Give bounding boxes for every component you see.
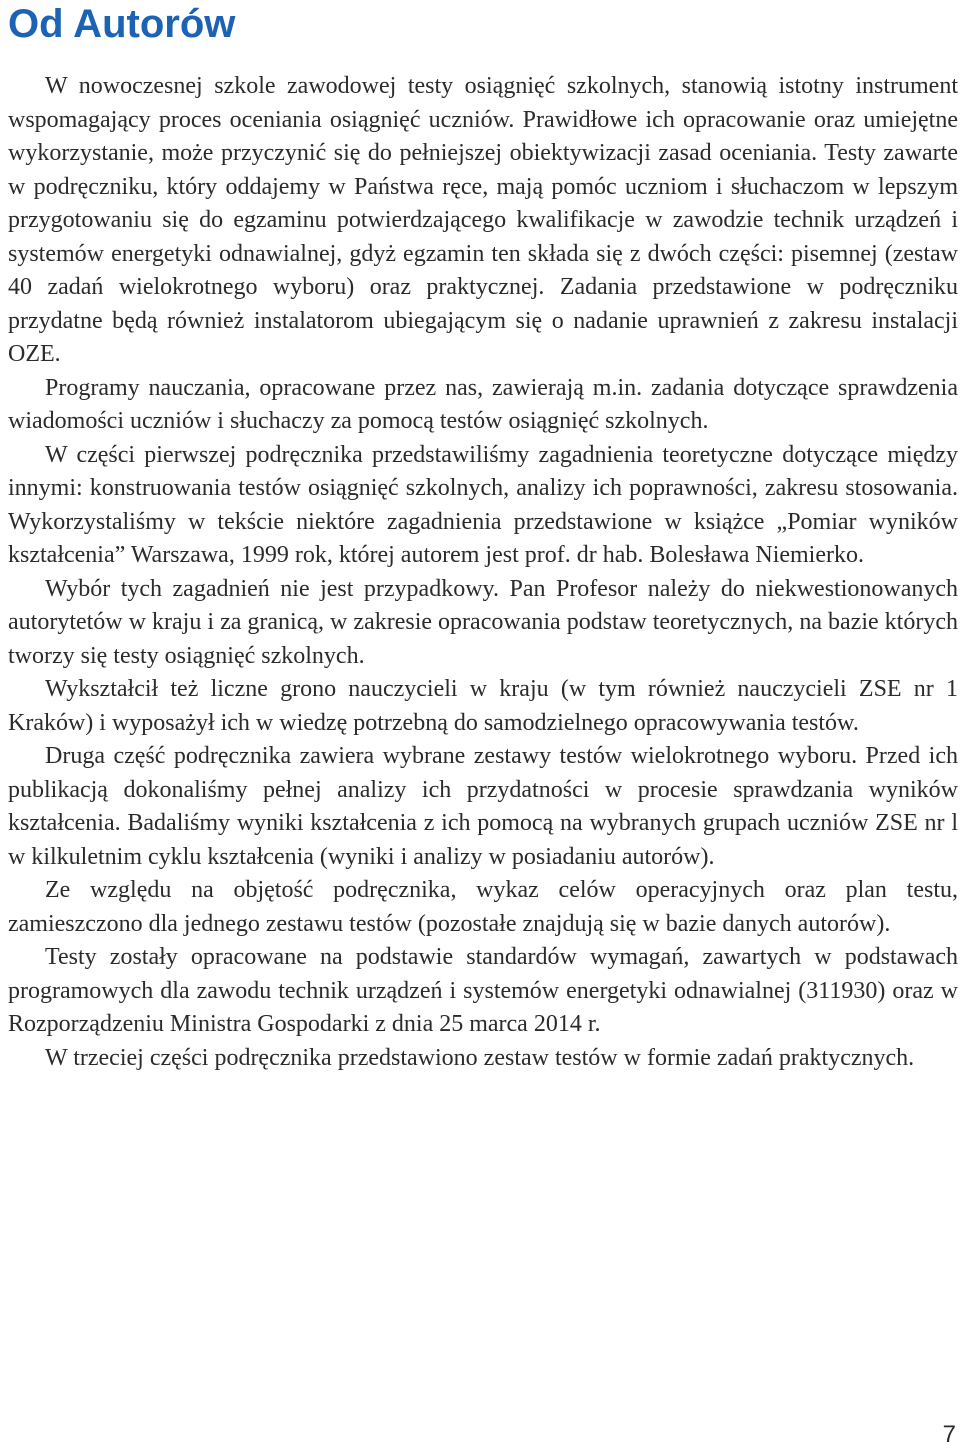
page-title: Od Autorów [8,2,236,46]
paragraph: Wykształcił też liczne grono nauczycieli w kraju (w tym również nauczycieli ZSE nr 1 Kraków) i wyposażył ich w wiedzę potrzebną do samodzielnego opracowywania testów. [8,676,958,736]
paragraph: Ze względu na objętość podręcznika, wykaz celów operacyjnych oraz plan testu, zamieszczono dla jednego zestawu testów (pozostałe znajdują się w bazie danych autorów). [8,877,958,937]
paragraph: Programy nauczania, opracowane przez nas, zawierają m.in. zadania dotyczące sprawdzenia wiadomości uczniów i słuchaczy za pomocą testów osiągnięć szkolnych. [8,374,958,434]
body-text [8,70,958,1075]
paragraph: Druga część podręcznika zawiera wybrane zestawy testów wielokrotnego wyboru. Przed ich publikacją dokonaliśmy pełnej analizy ich przydatności w procesie sprawdzania wyników kształcenia. Badaliśmy wyniki kształcenia z ich pomocą na wybranych grupach uczniów ZSE nr l w kilkuletnim cyklu kształcenia (wyniki i analizy w posiadaniu autorów). [8,743,958,870]
paragraph: W części pierwszej podręcznika przedstawiliśmy zagadnienia teoretyczne dotyczące między innymi: konstruowania testów osiągnięć szkolnych, analizy ich poprawności, zakresu stosowania. Wykorzystaliśmy w tekście niektóre zagadnienia przedstawione w książce „Pomiar wyników kształcenia” Warszawa, 1999 rok, której autorem jest prof. dr hab. Bolesława Niemierko. [8,441,958,568]
page-number: 7 [942,1421,956,1448]
paragraph: Testy zostały opracowane na podstawie standardów wymagań, zawartych w podstawach programowych dla zawodu technik urządzeń i systemów energetyki odnawialnej (311930) oraz w Rozporządzeniu Ministra Gospodarki z dnia 25 marca 2014 r. [8,944,958,1037]
paragraph: W trzeciej części podręcznika przedstawiono zestaw testów w formie zadań praktycznych. [45,1044,915,1071]
paragraph: Wybór tych zagadnień nie jest przypadkowy. Pan Profesor należy do niekwestionowanych autorytetów w kraju i za granicą, w zakresie opracowania podstaw teoretycznych, na bazie których tworzy się testy osiągnięć szkolnych. [8,575,958,669]
paragraph: W nowoczesnej szkole zawodowej testy osiągnięć szkolnych, stanowią istotny instrument wspomagający proces oceniania osiągnięć uczniów. Prawidłowe ich opracowanie oraz umiejętne wykorzystanie, może przyczynić się do pełniejszej obiektywizacji zasad oceniania. Testy zawarte w podręczniku, który oddajemy w Państwa ręce, mają pomóc uczniom i słuchaczom w lepszym przygotowaniu się do egzaminu potwierdzającego kwalifikacje w zawodzie technik urządzeń i systemów energetyki odnawialnej, gdyż egzamin ten składa się z dwóch części: pisemnej (zestaw 40 zadań wielokrotnego wyboru) oraz praktycznej. Zadania przedstawione w podręczniku przydatne będą również instalatorom ubiegającym się o nadanie uprawnień z zakresu instalacji OZE. [8,73,958,367]
